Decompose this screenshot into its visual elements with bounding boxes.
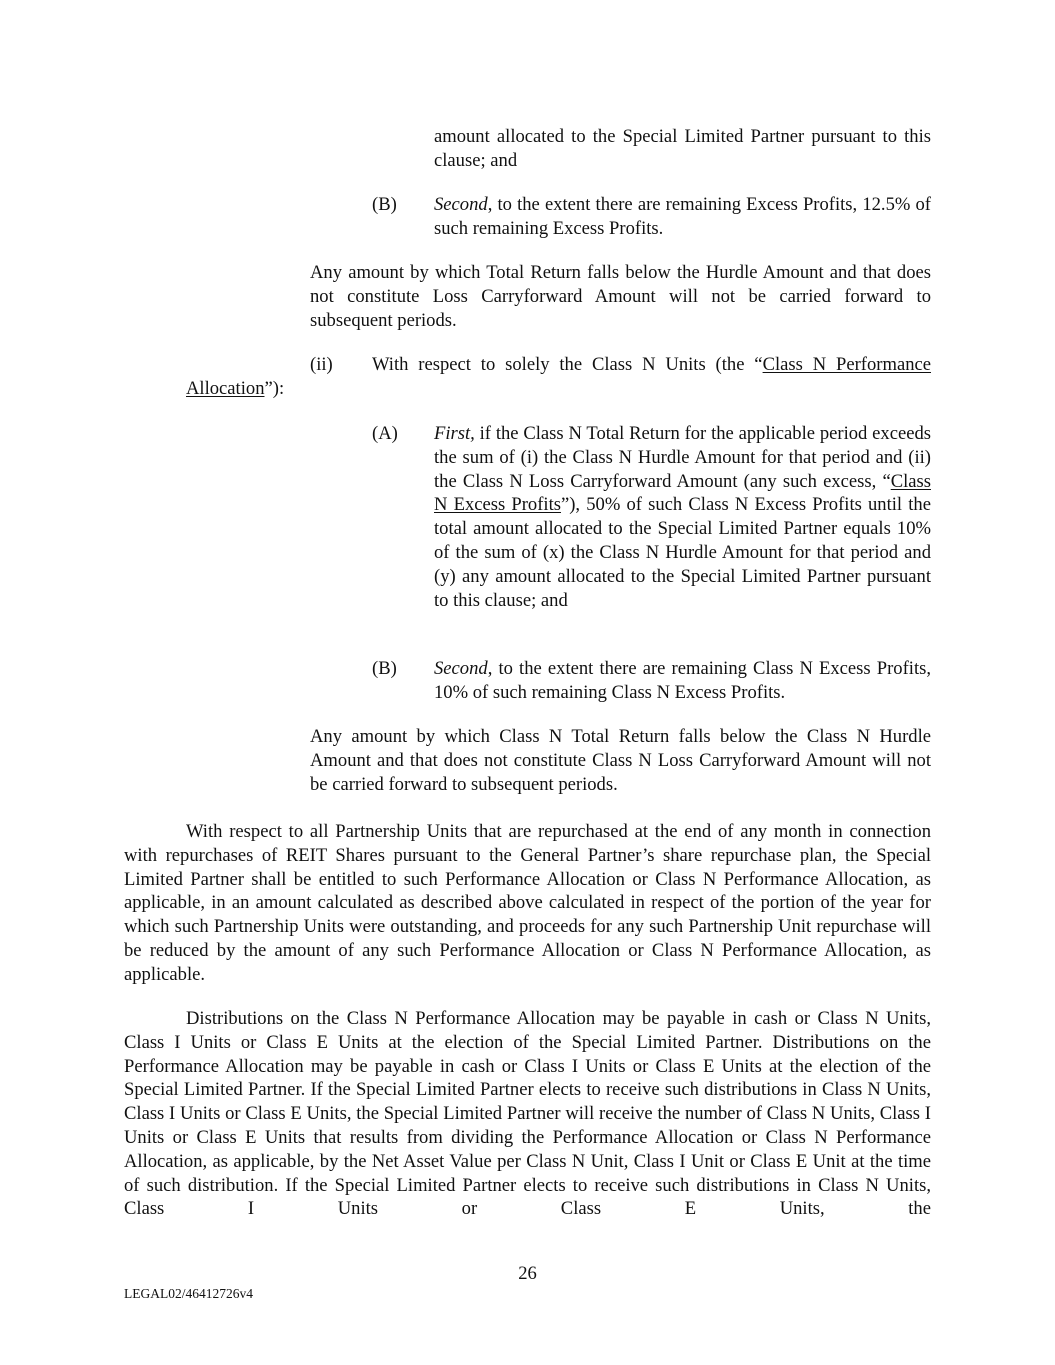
clause-b-body: , to the extent there are remaining Excess Profits, 12.5% of such remaining Excess Profits. (434, 194, 931, 239)
document-id: LEGAL02/46412726v4 (124, 1286, 253, 1301)
total-return-paragraph: Any amount by which Total Return falls below the Hurdle Amount and that does not constitute Loss Carryforward Amount will not be carried forward to subsequent periods. (310, 262, 931, 331)
clause-ii-continuation (186, 377, 284, 401)
clause-a2-marker: (A) (372, 423, 398, 444)
clause-ii-intro: With respect to solely the Class N Units (the “ (372, 354, 763, 375)
clause-b-lead: Second (434, 194, 488, 215)
class-n-total-return-paragraph: Any amount by which Class N Total Return falls below the Class N Hurdle Amount and that does not constitute Class N Loss Carryforward Amount will not be carried forward to subsequent periods. (310, 726, 931, 795)
clause-a2-body-1: if the Class N Total Return for the applicable period exceeds the sum of (i) the Class N Hurdle Amount for that period and (ii) the Class N Loss Carryforward Amount (any such excess, “ (434, 423, 931, 492)
clause-b2-lead: Second (434, 658, 488, 679)
defined-term-allocation: Allocation (186, 378, 265, 399)
page-number: 26 (518, 1263, 537, 1284)
clause-a2-text (434, 422, 931, 612)
clause-a2-body-2: ”), 50% of such Class N Excess Profits until the total amount allocated to the Special Limited Partner equals 10% of the sum of (x) the Class N Hurdle Amount for that period and (y) any amount allocated to the Special Limited Partner pursuant to this clause; and (434, 494, 931, 611)
clause-b2-text (434, 657, 931, 705)
clause-a2-lead: First, (434, 423, 475, 444)
repurchase-paragraph: With respect to all Partnership Units that are repurchased at the end of any month in connection with repurchases of REIT Shares pursuant to the General Partner’s share repurchase plan, the Special Limited Partner shall be entitled to such Performance Allocation or Class N Performance Allocation, as applicable, in an amount calculated as described above calculated in respect of the portion of the year for which such Partnership Units were outstanding, and proceeds for any such Partnership Unit repurchase will be reduced by the amount of any such Performance Allocation or Class N Performance Allocation, as applicable. (124, 821, 931, 985)
clause-b2-marker: (B) (372, 658, 397, 679)
defined-term-class-n-excess-profits: Class N Excess Profits (434, 470, 931, 516)
clause-ii-text (372, 353, 931, 377)
clause-b-text (434, 193, 931, 241)
defined-term-class-n-performance: Class N Performance (762, 354, 931, 375)
clause-a-continuation: amount allocated to the Special Limited Partner pursuant to this clause; and (434, 126, 931, 171)
clause-ii-marker: (ii) (310, 354, 333, 375)
clause-b-marker: (B) (372, 194, 397, 215)
distributions-paragraph: Distributions on the Class N Performance Allocation may be payable in cash or Class N Units, Class I Units or Class E Units at the election of the Special Limited Partner. Distributions on the Performance Allocation may be payable in cash or Class I Units or Class E Units at the election of the Special Limited Partner. If the Special Limited Partner elects to receive such distributions in Class N Units, Class I Units or Class E Units, the Special Limited Partner will receive the number of Class N Units, Class I Units or Class E Units that results from dividing the Performance Allocation or Class N Performance Allocation, as applicable, by the Net Asset Value per Class N Unit, Class I Unit or Class E Unit at the time of such distribution. If the Special Limited Partner elects to receive such distributions in Class N Units, Class I Units or Class E Units, the (124, 1008, 931, 1220)
clause-b2-body: , to the extent there are remaining Class N Excess Profits, 10% of such remaining Class N Excess Profits. (434, 658, 931, 703)
clause-ii-tail: ”): (264, 378, 285, 399)
